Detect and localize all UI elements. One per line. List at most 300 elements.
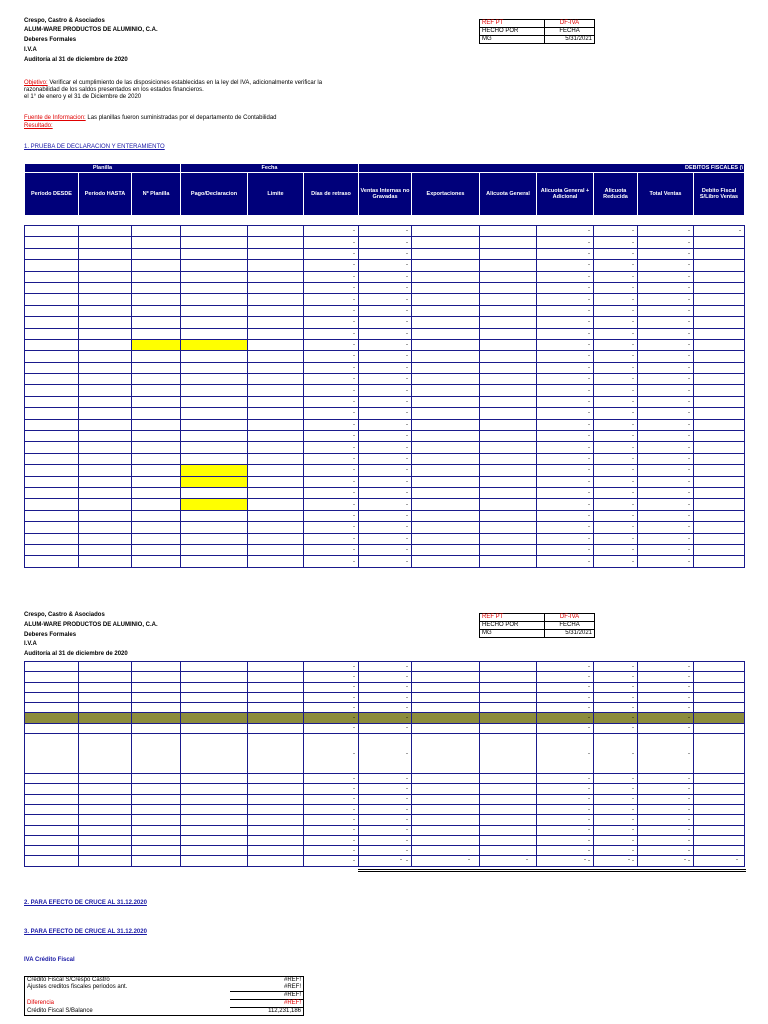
table-cell[interactable]: - <box>359 499 412 510</box>
table-cell[interactable] <box>181 692 248 702</box>
table-cell[interactable] <box>181 385 248 396</box>
table-cell[interactable] <box>79 794 132 804</box>
table-cell[interactable]: - <box>359 362 412 373</box>
table-cell[interactable] <box>412 226 480 237</box>
table-cell[interactable]: - <box>537 713 594 723</box>
table-cell[interactable]: - <box>638 396 694 407</box>
table-cell[interactable]: - <box>594 682 638 692</box>
table-cell[interactable]: - <box>638 374 694 385</box>
table-cell[interactable] <box>694 260 745 271</box>
table-cell[interactable]: - <box>638 226 694 237</box>
table-cell[interactable] <box>480 522 537 533</box>
table-cell[interactable] <box>79 442 132 453</box>
table-cell[interactable]: - <box>304 408 359 419</box>
table-cell[interactable] <box>694 544 745 555</box>
table-cell[interactable] <box>248 794 304 804</box>
table-cell[interactable] <box>480 682 537 692</box>
table-cell[interactable] <box>132 237 181 248</box>
table-cell[interactable]: - <box>594 734 638 774</box>
table-cell[interactable] <box>412 453 480 464</box>
table-cell[interactable] <box>79 522 132 533</box>
table-cell[interactable] <box>25 846 79 856</box>
table-cell[interactable] <box>480 794 537 804</box>
table-cell[interactable]: - <box>537 374 594 385</box>
table-cell[interactable] <box>132 305 181 316</box>
table-cell[interactable]: - <box>638 431 694 442</box>
table-cell[interactable]: - <box>537 825 594 835</box>
table-cell[interactable] <box>248 556 304 567</box>
table-cell[interactable]: - <box>638 260 694 271</box>
table-cell[interactable]: - <box>359 662 412 672</box>
table-cell[interactable] <box>412 815 480 825</box>
table-cell[interactable] <box>412 248 480 259</box>
table-cell[interactable]: - <box>304 419 359 430</box>
table-cell[interactable] <box>480 723 537 733</box>
table-cell[interactable]: - <box>537 522 594 533</box>
table-cell[interactable]: - <box>594 794 638 804</box>
table-cell[interactable] <box>79 784 132 794</box>
table-cell[interactable] <box>694 672 745 682</box>
table-cell[interactable] <box>181 815 248 825</box>
table-cell[interactable] <box>480 774 537 784</box>
table-cell[interactable]: - <box>638 533 694 544</box>
table-cell[interactable]: - <box>594 282 638 293</box>
table-cell[interactable] <box>412 672 480 682</box>
table-cell[interactable] <box>694 317 745 328</box>
table-cell[interactable]: - <box>304 476 359 487</box>
table-cell[interactable] <box>181 846 248 856</box>
table-cell[interactable] <box>480 442 537 453</box>
table-cell[interactable] <box>248 703 304 713</box>
table-cell[interactable] <box>181 794 248 804</box>
table-cell[interactable] <box>25 815 79 825</box>
table-cell[interactable]: - <box>638 835 694 845</box>
table-cell[interactable]: - <box>304 499 359 510</box>
table-cell[interactable]: - <box>304 703 359 713</box>
table-cell[interactable] <box>248 734 304 774</box>
table-cell[interactable] <box>694 794 745 804</box>
table-cell[interactable]: - <box>304 856 359 866</box>
table-cell[interactable]: - <box>594 419 638 430</box>
table-cell[interactable] <box>412 465 480 476</box>
table-cell[interactable] <box>132 662 181 672</box>
table-cell[interactable] <box>480 734 537 774</box>
table-cell[interactable]: - <box>638 351 694 362</box>
table-cell[interactable]: - <box>638 328 694 339</box>
table-cell[interactable] <box>132 317 181 328</box>
table-cell[interactable] <box>412 703 480 713</box>
table-cell[interactable] <box>79 510 132 521</box>
table-cell[interactable] <box>25 544 79 555</box>
table-cell[interactable] <box>248 533 304 544</box>
table-cell[interactable] <box>181 226 248 237</box>
table-cell[interactable] <box>25 453 79 464</box>
table-cell[interactable]: - <box>594 544 638 555</box>
table-cell[interactable]: - <box>304 774 359 784</box>
table-cell[interactable] <box>132 794 181 804</box>
table-cell[interactable] <box>412 396 480 407</box>
table-cell[interactable] <box>25 442 79 453</box>
table-cell[interactable] <box>181 396 248 407</box>
table-cell[interactable] <box>132 703 181 713</box>
table-cell[interactable]: - <box>537 328 594 339</box>
table-cell[interactable] <box>412 237 480 248</box>
table-cell[interactable]: - <box>304 815 359 825</box>
table-cell[interactable] <box>248 476 304 487</box>
table-cell[interactable]: - <box>537 774 594 784</box>
table-cell[interactable] <box>25 692 79 702</box>
table-cell[interactable]: - <box>638 465 694 476</box>
table-cell[interactable] <box>25 774 79 784</box>
table-cell[interactable]: - <box>304 487 359 498</box>
table-cell[interactable]: - <box>359 794 412 804</box>
table-cell[interactable]: - <box>594 487 638 498</box>
table-cell[interactable] <box>480 271 537 282</box>
table-cell[interactable] <box>248 305 304 316</box>
table-cell[interactable] <box>694 431 745 442</box>
table-cell[interactable]: - <box>638 385 694 396</box>
table-cell[interactable]: - <box>594 499 638 510</box>
table-cell[interactable] <box>132 408 181 419</box>
table-cell[interactable]: - <box>359 260 412 271</box>
table-cell[interactable]: - <box>537 784 594 794</box>
table-cell[interactable]: - <box>304 237 359 248</box>
table-cell[interactable]: - <box>594 804 638 814</box>
table-cell[interactable] <box>412 328 480 339</box>
table-cell[interactable] <box>181 835 248 845</box>
table-cell[interactable] <box>248 723 304 733</box>
table-cell[interactable]: - <box>304 533 359 544</box>
table-cell[interactable]: - <box>537 260 594 271</box>
table-cell[interactable] <box>132 282 181 293</box>
table-cell[interactable] <box>25 499 79 510</box>
table-cell[interactable]: - <box>304 396 359 407</box>
table-cell[interactable]: - <box>359 846 412 856</box>
table-cell[interactable] <box>25 556 79 567</box>
table-cell[interactable]: - <box>359 533 412 544</box>
table-cell[interactable] <box>694 662 745 672</box>
table-cell[interactable] <box>248 260 304 271</box>
table-cell[interactable]: - <box>304 662 359 672</box>
table-cell[interactable] <box>694 374 745 385</box>
table-cell[interactable] <box>694 385 745 396</box>
table-cell[interactable]: - <box>359 682 412 692</box>
table-cell[interactable]: - <box>304 556 359 567</box>
table-cell[interactable]: - <box>594 374 638 385</box>
table-cell[interactable] <box>694 723 745 733</box>
table-cell[interactable] <box>181 713 248 723</box>
table-cell[interactable] <box>25 784 79 794</box>
table-cell[interactable] <box>25 385 79 396</box>
table-cell[interactable] <box>412 510 480 521</box>
table-cell[interactable] <box>25 237 79 248</box>
table-cell[interactable]: - <box>304 723 359 733</box>
table-cell[interactable]: - <box>359 226 412 237</box>
table-cell[interactable]: - <box>638 419 694 430</box>
table-cell[interactable] <box>248 672 304 682</box>
table-cell[interactable] <box>181 556 248 567</box>
table-cell[interactable]: - <box>359 271 412 282</box>
table-cell[interactable] <box>79 703 132 713</box>
table-cell[interactable] <box>694 362 745 373</box>
table-cell[interactable] <box>694 453 745 464</box>
table-cell[interactable]: - <box>594 476 638 487</box>
table-cell[interactable] <box>248 351 304 362</box>
table-cell[interactable] <box>694 294 745 305</box>
table-cell[interactable] <box>79 835 132 845</box>
table-cell[interactable] <box>79 294 132 305</box>
table-cell[interactable] <box>132 260 181 271</box>
table-cell[interactable]: - <box>594 396 638 407</box>
table-cell[interactable]: - <box>638 846 694 856</box>
table-cell[interactable]: - <box>638 734 694 774</box>
table-cell[interactable]: - <box>594 453 638 464</box>
table-cell[interactable]: - <box>638 804 694 814</box>
table-cell[interactable] <box>412 825 480 835</box>
table-cell[interactable] <box>79 396 132 407</box>
table-cell[interactable]: - <box>537 408 594 419</box>
table-cell[interactable] <box>79 533 132 544</box>
table-cell[interactable]: - <box>304 846 359 856</box>
table-cell[interactable]: - <box>638 815 694 825</box>
table-cell[interactable]: - <box>537 271 594 282</box>
table-cell[interactable] <box>480 476 537 487</box>
table-cell[interactable]: - <box>638 794 694 804</box>
table-cell[interactable] <box>694 825 745 835</box>
table-cell[interactable] <box>25 248 79 259</box>
table-cell[interactable]: - <box>537 442 594 453</box>
table-cell[interactable]: - <box>594 662 638 672</box>
table-cell[interactable] <box>412 713 480 723</box>
table-cell[interactable] <box>480 815 537 825</box>
table-cell[interactable]: - <box>638 442 694 453</box>
table-cell[interactable]: - <box>594 815 638 825</box>
table-cell[interactable]: - <box>304 804 359 814</box>
table-cell[interactable] <box>480 260 537 271</box>
table-cell[interactable]: - <box>359 317 412 328</box>
table-cell[interactable] <box>79 856 132 866</box>
table-cell[interactable]: - <box>359 522 412 533</box>
table-cell[interactable]: - <box>304 835 359 845</box>
table-cell[interactable] <box>694 692 745 702</box>
table-cell[interactable]: - <box>537 692 594 702</box>
table-cell[interactable]: - <box>638 510 694 521</box>
table-cell[interactable] <box>25 794 79 804</box>
table-cell[interactable] <box>248 362 304 373</box>
table-cell[interactable] <box>25 522 79 533</box>
table-cell[interactable]: - <box>594 237 638 248</box>
table-cell[interactable] <box>132 294 181 305</box>
table-cell[interactable] <box>181 260 248 271</box>
table-cell[interactable] <box>132 431 181 442</box>
table-cell[interactable] <box>248 328 304 339</box>
table-cell[interactable] <box>132 442 181 453</box>
table-cell[interactable] <box>132 692 181 702</box>
table-cell[interactable]: - <box>638 544 694 555</box>
table-cell[interactable]: - <box>359 835 412 845</box>
table-cell[interactable]: - <box>304 734 359 774</box>
table-cell[interactable] <box>79 431 132 442</box>
table-cell[interactable]: - <box>537 556 594 567</box>
table-cell[interactable] <box>181 351 248 362</box>
table-cell[interactable] <box>694 522 745 533</box>
table-cell[interactable] <box>132 351 181 362</box>
table-cell[interactable] <box>694 271 745 282</box>
table-cell[interactable] <box>694 351 745 362</box>
table-cell[interactable]: - <box>359 692 412 702</box>
table-cell[interactable] <box>79 544 132 555</box>
table-cell[interactable] <box>79 453 132 464</box>
table-cell[interactable] <box>25 734 79 774</box>
table-cell[interactable] <box>480 453 537 464</box>
table-cell[interactable] <box>181 487 248 498</box>
table-cell[interactable]: - <box>594 362 638 373</box>
table-cell[interactable] <box>694 846 745 856</box>
table-cell[interactable] <box>412 682 480 692</box>
table-cell[interactable]: - <box>537 682 594 692</box>
table-cell[interactable]: - <box>537 510 594 521</box>
table-cell[interactable] <box>25 835 79 845</box>
table-cell[interactable] <box>412 374 480 385</box>
table-cell[interactable] <box>694 784 745 794</box>
table-cell[interactable]: - <box>359 237 412 248</box>
table-cell[interactable] <box>248 431 304 442</box>
table-cell[interactable] <box>181 662 248 672</box>
table-cell[interactable] <box>181 784 248 794</box>
table-cell[interactable] <box>248 662 304 672</box>
table-cell[interactable] <box>412 305 480 316</box>
table-cell[interactable] <box>132 672 181 682</box>
table-cell[interactable]: - <box>594 510 638 521</box>
table-cell[interactable]: - <box>537 431 594 442</box>
table-cell[interactable] <box>480 465 537 476</box>
table-cell[interactable] <box>25 317 79 328</box>
table-cell[interactable]: - <box>537 672 594 682</box>
table-cell[interactable] <box>480 510 537 521</box>
table-cell[interactable]: - <box>359 351 412 362</box>
table-cell[interactable] <box>132 804 181 814</box>
table-cell[interactable]: - <box>594 305 638 316</box>
table-cell[interactable] <box>25 271 79 282</box>
table-cell[interactable] <box>79 317 132 328</box>
table-cell[interactable] <box>132 465 181 476</box>
table-cell[interactable] <box>412 419 480 430</box>
table-cell[interactable] <box>480 226 537 237</box>
table-cell[interactable]: - <box>638 774 694 784</box>
table-cell[interactable]: - <box>594 835 638 845</box>
table-cell[interactable]: - <box>594 846 638 856</box>
table-cell[interactable] <box>248 226 304 237</box>
table-cell[interactable] <box>480 351 537 362</box>
table-cell[interactable] <box>248 815 304 825</box>
table-cell[interactable] <box>79 662 132 672</box>
table-cell[interactable]: - <box>359 465 412 476</box>
table-cell[interactable]: - <box>638 784 694 794</box>
table-cell[interactable]: - <box>359 825 412 835</box>
table-cell[interactable]: - <box>638 248 694 259</box>
table-cell[interactable] <box>412 794 480 804</box>
table-cell[interactable]: - <box>537 723 594 733</box>
table-cell[interactable] <box>248 544 304 555</box>
table-cell[interactable] <box>79 499 132 510</box>
table-cell[interactable] <box>694 339 745 350</box>
table-cell[interactable]: - <box>359 453 412 464</box>
table-cell[interactable] <box>181 465 248 476</box>
table-cell[interactable]: - <box>638 692 694 702</box>
table-cell[interactable]: - <box>638 682 694 692</box>
table-cell[interactable]: - <box>359 774 412 784</box>
table-cell[interactable] <box>694 703 745 713</box>
table-cell[interactable] <box>25 362 79 373</box>
table-cell[interactable] <box>412 487 480 498</box>
table-cell[interactable]: - <box>359 815 412 825</box>
table-cell[interactable] <box>248 271 304 282</box>
table-cell[interactable] <box>79 682 132 692</box>
table-cell[interactable]: - <box>537 305 594 316</box>
table-cell[interactable] <box>694 510 745 521</box>
table-cell[interactable]: - <box>304 339 359 350</box>
table-cell[interactable] <box>79 260 132 271</box>
table-cell[interactable] <box>79 237 132 248</box>
table-cell[interactable]: - <box>537 317 594 328</box>
table-cell[interactable]: - <box>638 825 694 835</box>
table-cell[interactable]: - <box>638 672 694 682</box>
table-cell[interactable] <box>25 282 79 293</box>
table-cell[interactable] <box>132 682 181 692</box>
table-cell[interactable] <box>480 556 537 567</box>
table-cell[interactable] <box>132 784 181 794</box>
table-cell[interactable] <box>79 692 132 702</box>
table-cell[interactable] <box>132 544 181 555</box>
table-cell[interactable]: - <box>638 476 694 487</box>
table-cell[interactable]: - <box>638 713 694 723</box>
table-cell[interactable] <box>480 825 537 835</box>
table-cell[interactable] <box>181 408 248 419</box>
table-cell[interactable] <box>694 682 745 692</box>
table-cell[interactable]: - <box>304 442 359 453</box>
table-cell[interactable] <box>412 723 480 733</box>
table-cell[interactable]: - <box>638 237 694 248</box>
table-cell[interactable]: - <box>304 351 359 362</box>
table-cell[interactable]: - <box>638 317 694 328</box>
table-cell[interactable] <box>25 226 79 237</box>
table-cell[interactable]: - <box>537 499 594 510</box>
table-cell[interactable] <box>79 804 132 814</box>
table-cell[interactable] <box>132 385 181 396</box>
table-cell[interactable] <box>25 305 79 316</box>
table-cell[interactable] <box>480 672 537 682</box>
table-cell[interactable] <box>480 713 537 723</box>
table-cell[interactable] <box>79 556 132 567</box>
table-cell[interactable] <box>480 835 537 845</box>
table-cell[interactable] <box>25 804 79 814</box>
table-cell[interactable] <box>132 723 181 733</box>
table-cell[interactable]: - <box>304 385 359 396</box>
table-cell[interactable] <box>694 476 745 487</box>
table-cell[interactable] <box>412 271 480 282</box>
table-cell[interactable] <box>694 556 745 567</box>
table-cell[interactable] <box>480 385 537 396</box>
table-cell[interactable] <box>480 374 537 385</box>
table-cell[interactable]: - <box>537 385 594 396</box>
table-cell[interactable]: - <box>359 305 412 316</box>
table-cell[interactable] <box>132 453 181 464</box>
table-cell[interactable] <box>181 522 248 533</box>
table-cell[interactable]: - <box>594 271 638 282</box>
table-cell[interactable] <box>132 734 181 774</box>
table-cell[interactable] <box>25 374 79 385</box>
table-cell[interactable] <box>181 453 248 464</box>
